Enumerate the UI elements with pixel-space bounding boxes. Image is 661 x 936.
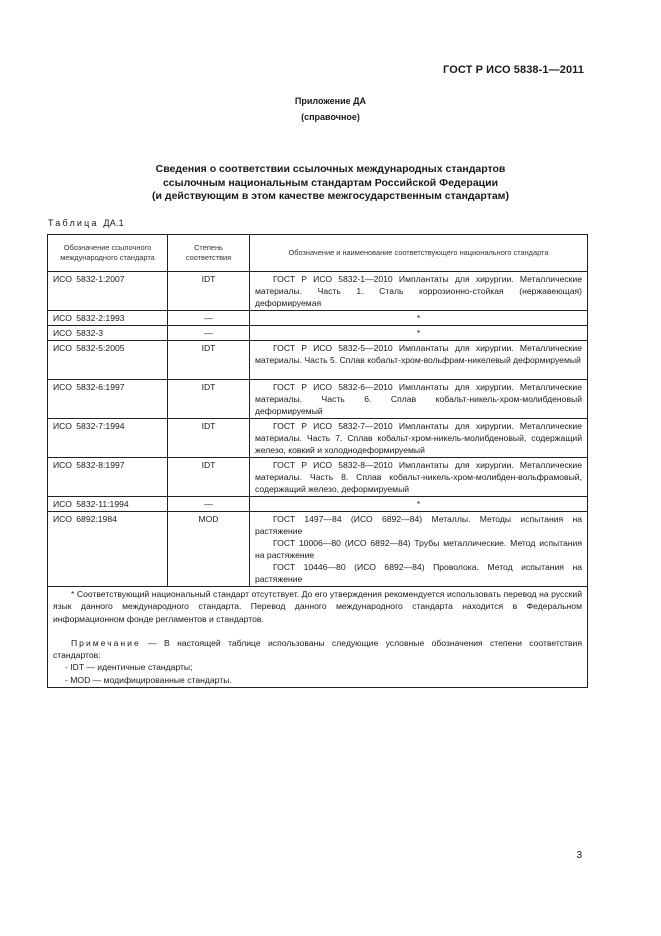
- row-code: ИСО 6892:1984: [48, 512, 168, 587]
- row-description: *: [250, 497, 588, 512]
- page-title: [0, 163, 661, 204]
- header-international-standard: Обозначение ссылочного международного стандарта: [48, 235, 168, 272]
- row-degree: —: [168, 311, 250, 326]
- row-description-text: ГОСТ Р ИСО 5832-5—2010 Имплантаты для хирургии. Металлические материалы. Часть 5. Сплав кобальт-хром-вольфрам-никелевый деформируемый: [255, 343, 582, 365]
- note-text: — В настоящей таблице использованы следующие условные обозначения степени соответствия стандартов:: [53, 637, 582, 661]
- row-degree: MOD: [168, 512, 250, 587]
- header-national-standard: Обозначение и наименование соответствующего национального стандарта: [250, 235, 588, 272]
- row-code: ИСО 5832-8:1997: [48, 458, 168, 497]
- note-item: - MOD — модифицированные стандарты.: [65, 674, 232, 685]
- title-line-1: Сведения о соответствии ссылочных международных стандартов: [155, 163, 506, 175]
- table-row: [48, 497, 588, 512]
- row-code: ИСО 5832-7:1994: [48, 419, 168, 458]
- row-description-line: ГОСТ 10006—80 (ИСО 6892—84) Трубы металлические. Метод испытания на растяжение: [255, 538, 582, 560]
- row-description-text: ГОСТ Р ИСО 5832-6—2010 Имплантаты для хирургии. Металлические материалы. Часть 6. Сплав кобальт-никель-хром-молибденовый деформируемый: [255, 382, 582, 416]
- table-label: [48, 218, 124, 228]
- row-code: ИСО 5832-5:2005: [48, 341, 168, 380]
- row-description: *: [250, 311, 588, 326]
- row-description: [250, 512, 588, 587]
- table-row: [48, 311, 588, 326]
- row-description-text: ГОСТ Р ИСО 5832-8—2010 Имплантаты для хирургии. Металлические материалы. Часть 8. Сплав кобальт-никель-хром-молибден-вольфрамовый, содержащий железо, деформируемый: [255, 460, 582, 494]
- page-number: 3: [576, 850, 582, 861]
- table-row: [48, 512, 588, 587]
- correspondence-table: [47, 234, 588, 688]
- title-line-2: ссылочным национальным стандартам Российской Федерации: [162, 176, 499, 189]
- row-description-line: ГОСТ 1497—84 (ИСО 6892—84) Металлы. Методы испытания на растяжение: [255, 514, 582, 536]
- row-code: ИСО 5832-2:1993: [48, 311, 168, 326]
- note-item: - IDT — идентичные стандарты;: [65, 662, 193, 673]
- title-line-3: (и действующим в этом качестве межгосударственным стандартам): [152, 190, 509, 202]
- table-footnote-cell: [48, 587, 588, 688]
- row-description-line: ГОСТ 10446—80 (ИСО 6892—84) Проволока. Метод испытания на растяжение: [255, 562, 582, 584]
- table-row: [48, 272, 588, 311]
- row-degree: IDT: [168, 272, 250, 311]
- table-label-word: Таблица: [48, 218, 99, 228]
- row-degree: —: [168, 326, 250, 341]
- row-degree: IDT: [168, 341, 250, 380]
- header-degree: Степень соответствия: [168, 235, 250, 272]
- row-code: ИСО 5832-1:2007: [48, 272, 168, 311]
- row-code: ИСО 5832-6:1997: [48, 380, 168, 419]
- table-header-row: [48, 235, 588, 272]
- row-degree: IDT: [168, 458, 250, 497]
- table-row: [48, 380, 588, 419]
- table-footnote-row: [48, 587, 588, 688]
- table-row: [48, 458, 588, 497]
- row-code: ИСО 5832-11:1994: [48, 497, 168, 512]
- table-label-number: ДА.1: [103, 218, 124, 228]
- row-description: [250, 380, 588, 419]
- table-row: [48, 326, 588, 341]
- row-description: *: [250, 326, 588, 341]
- document-code: ГОСТ Р ИСО 5838-1—2011: [443, 64, 584, 76]
- row-degree: IDT: [168, 380, 250, 419]
- footnote-text: * Соответствующий национальный стандарт отсутствует. До его утверждения рекомендуется использовать перевод на русский язык данного международного стандарта. Перевод данного международного стандарта находится в Федеральном информационном фонде регламентов и стандартов.: [53, 589, 582, 624]
- row-degree: IDT: [168, 419, 250, 458]
- row-description: [250, 341, 588, 380]
- note-paragraph: [53, 637, 582, 662]
- row-description: [250, 458, 588, 497]
- appendix-subtitle: (справочное): [301, 112, 360, 122]
- table-row: [48, 419, 588, 458]
- row-description-text: ГОСТ Р ИСО 5832-1—2010 Имплантаты для хирургии. Металлические материалы. Часть 1. Сталь коррозионно-стойкая (нержавеющая) деформируемая: [255, 274, 582, 308]
- row-code: ИСО 5832-3: [48, 326, 168, 341]
- row-description: [250, 419, 588, 458]
- row-description: [250, 272, 588, 311]
- table-row: [48, 341, 588, 380]
- row-degree: —: [168, 497, 250, 512]
- note-label: Примечание: [71, 637, 141, 648]
- row-description-text: ГОСТ Р ИСО 5832-7—2010 Имплантаты для хирургии. Металлические материалы. Часть 7. Сплав кобальт-хром-никель-молибденовый, содержащий железо, ковкий и холоднодеформируемый: [255, 421, 582, 455]
- appendix-title: Приложение ДА: [294, 96, 367, 106]
